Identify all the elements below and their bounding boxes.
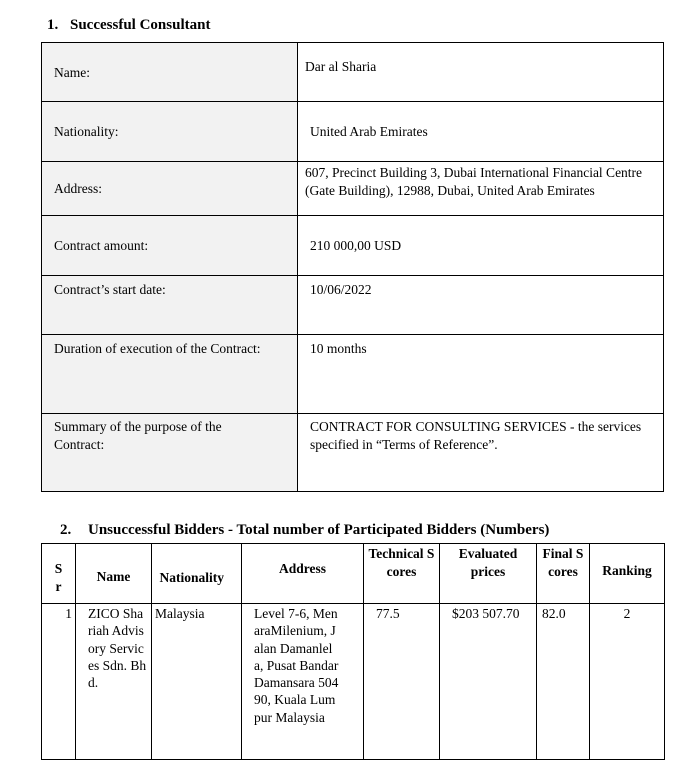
section-2-title: Unsuccessful Bidders - Total number of Participated Bidders (Numbers)	[88, 522, 550, 538]
summary-label-cell	[42, 414, 298, 492]
section-1-number: 1.	[47, 17, 59, 33]
start-value-cell	[298, 276, 664, 335]
header-final: Final Scores	[537, 544, 590, 604]
row-name: ZICO Shariah Advisory Services Sdn. Bhd.	[76, 604, 152, 760]
header-name: Name	[76, 544, 152, 604]
section-2-heading	[60, 522, 549, 539]
duration-label: Duration of execution of the Contract:	[54, 341, 261, 356]
table-row	[42, 604, 665, 760]
consultant-row-name	[42, 43, 664, 102]
header-ranking: Ranking	[590, 544, 665, 604]
row-ranking: 2	[590, 604, 665, 760]
name-value: Dar al Sharia	[305, 59, 377, 74]
nationality-label: Nationality:	[54, 124, 119, 139]
header-nationality: Nationality	[152, 544, 242, 604]
name-value-cell	[298, 43, 664, 102]
start-label-cell	[42, 276, 298, 335]
address-label: Address:	[54, 181, 102, 196]
address-value-cell	[298, 162, 664, 216]
consultant-table	[41, 42, 664, 492]
consultant-row-address	[42, 162, 664, 216]
consultant-row-start-date	[42, 276, 664, 335]
start-date-label: Contract’s start date:	[54, 282, 166, 297]
address-value: 607, Precinct Building 3, Dubai International Financial Centre (Gate Building), 12988, Dubai, United Arab Emirates	[305, 165, 643, 198]
header-address: Address	[242, 544, 364, 604]
consultant-row-summary	[42, 414, 664, 492]
duration-label-cell	[42, 335, 298, 414]
bidders-table	[41, 543, 665, 760]
row-evaluated: $203 507.70	[440, 604, 537, 760]
header-sr: Sr	[42, 544, 76, 604]
summary-label: Summary of the purpose of the Contract:	[54, 419, 222, 452]
amount-value-cell	[298, 216, 664, 276]
nationality-value: United Arab Emirates	[310, 124, 428, 139]
address-label-cell	[42, 162, 298, 216]
duration-value-cell	[298, 335, 664, 414]
start-date-value: 10/06/2022	[310, 282, 372, 297]
row-final: 82.0	[537, 604, 590, 760]
header-technical: Technical Scores	[364, 544, 440, 604]
nationality-value-cell	[298, 102, 664, 162]
amount-value: 210 000,00 USD	[310, 238, 402, 253]
summary-value-cell	[298, 414, 664, 492]
row-nationality: Malaysia	[152, 604, 242, 760]
section-1-heading	[47, 17, 210, 34]
consultant-row-amount	[42, 216, 664, 276]
bidders-header-row	[42, 544, 665, 604]
header-evaluated: Evaluated prices	[440, 544, 537, 604]
consultant-row-nationality	[42, 102, 664, 162]
name-label: Name:	[54, 65, 90, 80]
summary-value: CONTRACT FOR CONSULTING SERVICES - the services specified in “Terms of Reference”.	[310, 419, 642, 452]
amount-label-cell	[42, 216, 298, 276]
duration-value: 10 months	[310, 341, 367, 356]
name-label-cell	[42, 43, 298, 102]
section-2-number: 2.	[60, 522, 72, 538]
consultant-row-duration	[42, 335, 664, 414]
section-1-title: Successful Consultant	[70, 17, 211, 33]
row-sr: 1	[42, 604, 76, 760]
amount-label: Contract amount:	[54, 238, 149, 253]
nationality-label-cell	[42, 102, 298, 162]
row-address: Level 7-6, MenaraMilenium, Jalan Damanlela, Pusat Bandar Damansara 50490, Kuala Lumpur Malaysia	[242, 604, 364, 760]
row-technical: 77.5	[364, 604, 440, 760]
